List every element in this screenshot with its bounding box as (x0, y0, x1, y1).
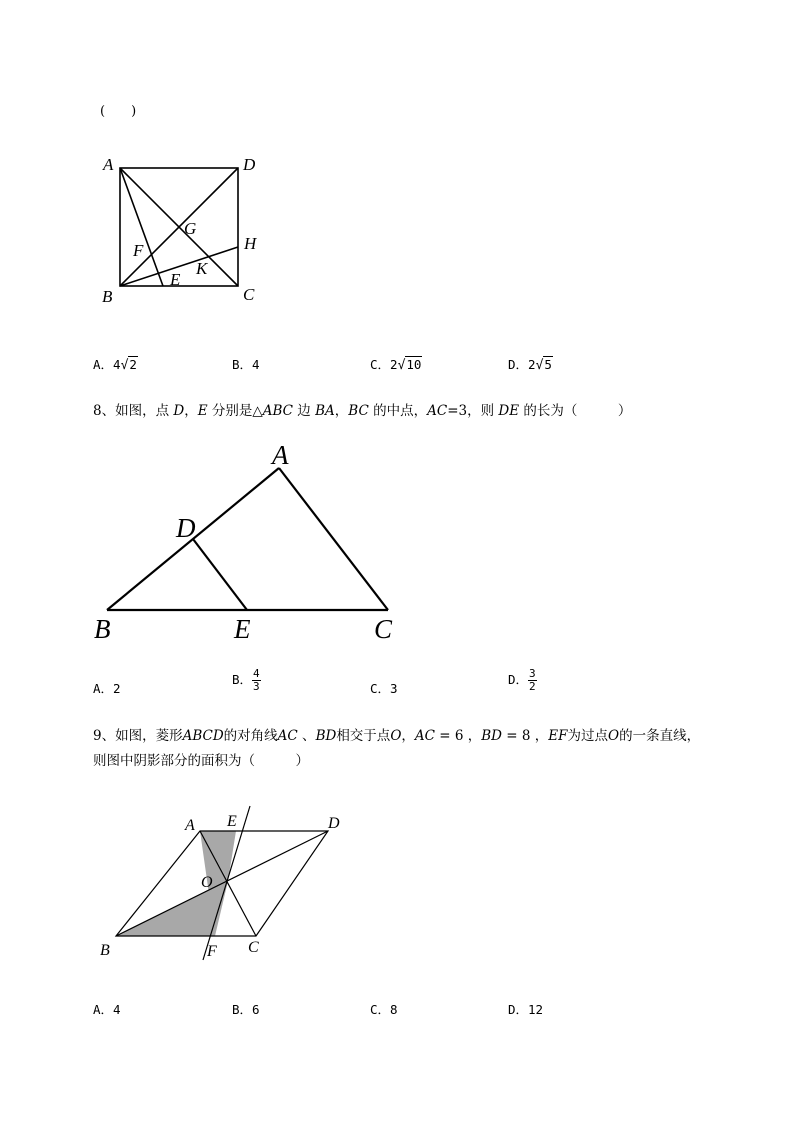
q8-text: 分别是△ (207, 403, 263, 419)
q9-var: O (608, 728, 620, 744)
label-a: A (103, 155, 114, 174)
q9-var: BD (481, 728, 503, 744)
option-letter: C． (370, 357, 391, 372)
option-value: 12 (528, 1002, 544, 1017)
q9-rhombus-figure (90, 800, 360, 970)
q9-text: 的对角线 (223, 728, 278, 744)
q8-var: ABC (262, 403, 294, 419)
q8-triangle-figure (90, 435, 420, 650)
option-letter: B． (232, 672, 253, 687)
q9-question-line2: 则图中阴影部分的面积为（ ） (93, 753, 309, 769)
label-c: C (374, 614, 393, 644)
segment-de (193, 539, 247, 610)
q9-text: 、 (297, 728, 316, 744)
option-coef: 4 (113, 357, 121, 372)
option-value: 2 (113, 681, 121, 696)
q8-text: 的长为（ ） (519, 403, 632, 419)
sqrt-icon: √ (397, 358, 406, 373)
q9-var: ABCD (182, 728, 224, 744)
option-radicand: 2 (129, 357, 137, 372)
q8-var: E (197, 403, 208, 419)
label-b: B (102, 287, 113, 306)
q9-option-d[interactable] (508, 1000, 543, 1018)
option-letter: C． (370, 681, 391, 696)
q9-text: = 8 ， (502, 728, 549, 744)
label-e: E (170, 270, 181, 289)
q8-question (93, 402, 631, 420)
segment-ae (120, 168, 163, 286)
q8-var: BA (315, 403, 335, 419)
option-letter: C． (370, 1002, 391, 1017)
fraction (528, 668, 537, 693)
label-e: E (227, 813, 237, 830)
label-d: D (176, 513, 196, 543)
q9-var: AC (277, 728, 298, 744)
q8-var: D (173, 403, 185, 419)
q8-text: 的中点， (368, 403, 428, 419)
q8-option-a[interactable] (93, 679, 121, 697)
label-a: A (272, 440, 289, 470)
answer-paren: ( ) (100, 104, 137, 119)
option-letter: D． (508, 672, 529, 687)
option-radicand: 10 (406, 357, 422, 372)
q9-text: ， (401, 728, 415, 744)
q8-var: AC (427, 403, 448, 419)
option-letter: D． (508, 357, 529, 372)
side-ac (279, 468, 388, 610)
q7-option-b[interactable] (232, 355, 260, 373)
fraction (252, 668, 261, 693)
label-b: B (94, 614, 111, 644)
q9-var: EF (548, 728, 568, 744)
q9-text: = 6 ， (434, 728, 482, 744)
label-d: D (243, 155, 256, 174)
q8-option-c[interactable] (370, 679, 398, 697)
label-c: C (243, 285, 255, 304)
q8-text: 边 (293, 403, 316, 419)
q9-var: AC (414, 728, 435, 744)
q7-option-d[interactable] (508, 355, 553, 373)
q9-text: 的一条直线， (619, 728, 701, 744)
q8-var: DE (498, 403, 520, 419)
label-f: F (207, 943, 217, 960)
q9-text: 相交于点 (336, 728, 391, 744)
q9-text: 9、如图，菱形 (93, 728, 183, 744)
q9-option-c[interactable] (370, 1000, 398, 1018)
option-letter: B． (232, 357, 253, 372)
option-letter: D． (508, 1002, 529, 1017)
option-letter: A． (93, 681, 114, 696)
option-value: 8 (390, 1002, 398, 1017)
option-coef: 2 (528, 357, 536, 372)
q7-square-figure (95, 150, 275, 310)
option-letter: B． (232, 1002, 253, 1017)
label-f: F (133, 241, 144, 260)
sqrt-icon: √ (535, 358, 544, 373)
option-value: 4 (252, 357, 260, 372)
label-d: D (328, 815, 340, 832)
q9-text: 为过点 (567, 728, 609, 744)
label-h: H (244, 234, 257, 253)
option-letter: A． (93, 1002, 114, 1017)
q8-text: ， (334, 403, 349, 419)
denominator: 3 (253, 680, 260, 693)
denominator: 2 (529, 680, 536, 693)
q7-option-c[interactable] (370, 355, 422, 373)
q8-option-b[interactable] (232, 668, 261, 693)
label-a: A (185, 817, 195, 834)
numerator: 3 (529, 667, 536, 680)
q9-var: BD (315, 728, 337, 744)
option-value: 3 (390, 681, 398, 696)
label-o: O (201, 874, 213, 891)
q9-var: O (390, 728, 402, 744)
numerator: 4 (253, 667, 260, 680)
option-value: 4 (113, 1002, 121, 1017)
q9-option-b[interactable] (232, 1000, 260, 1018)
q8-text: =3，则 (447, 403, 499, 419)
label-c: C (248, 939, 259, 956)
q7-option-a[interactable] (93, 355, 138, 373)
sqrt-icon: √ (120, 358, 129, 373)
option-value: 6 (252, 1002, 260, 1017)
option-coef: 2 (390, 357, 398, 372)
label-k: K (196, 259, 208, 278)
q8-text: ， (184, 403, 198, 419)
q9-option-a[interactable] (93, 1000, 121, 1018)
label-e: E (234, 614, 251, 644)
label-b: B (100, 942, 110, 959)
q8-text: 8、如图，点 (93, 403, 174, 419)
q8-option-d[interactable] (508, 668, 537, 693)
label-g: G (184, 219, 197, 238)
q8-var: BC (348, 403, 369, 419)
q9-question-line1 (93, 727, 700, 745)
option-radicand: 5 (544, 357, 552, 372)
option-letter: A． (93, 357, 114, 372)
